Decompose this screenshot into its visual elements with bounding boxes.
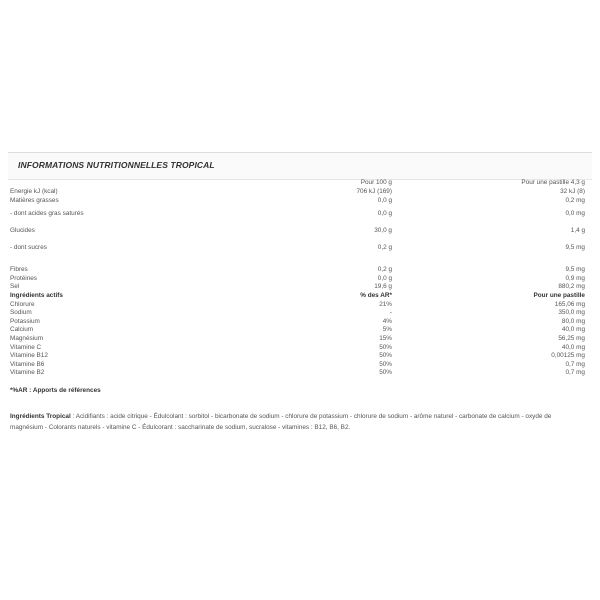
active-name: Calcium — [10, 326, 34, 334]
row-spacer — [8, 256, 592, 266]
actives-header-ar: % des AR* — [360, 291, 392, 299]
nutrient-per-serving: 32 kJ (8) — [560, 188, 585, 195]
page-title: INFORMATIONS NUTRITIONNELLES TROPICAL — [18, 160, 215, 170]
nutrient-name: - dont acides gras saturés — [10, 210, 84, 218]
active-ar: 5% — [382, 326, 392, 334]
nutrient-per100: 19,6 g — [374, 283, 392, 291]
actives-header-name: Ingrédients actifs — [10, 291, 63, 299]
nutrient-per-serving: 0,0 mg — [565, 210, 585, 218]
nutrient-name: Fibres — [10, 266, 28, 274]
actives-header-row — [8, 292, 592, 301]
actives-header-per-serving: Pour une pastille — [533, 291, 585, 299]
table-row — [8, 222, 592, 239]
active-name: Sodium — [10, 309, 32, 317]
nutrient-per-serving: 0,9 mg — [565, 274, 585, 282]
table-row — [8, 352, 592, 361]
active-ar: 50% — [379, 369, 392, 377]
active-per-serving: 0,00125 mg — [551, 352, 585, 360]
nutrient-per-serving: 9,5 mg — [565, 266, 585, 274]
table-row — [8, 239, 592, 256]
nutrient-per100: 706 kJ (169) — [356, 188, 392, 195]
title-bar — [8, 152, 592, 180]
nutrient-per100: 0,0 g — [377, 196, 392, 204]
table-row — [8, 301, 592, 310]
table-row — [8, 369, 592, 378]
active-ar: 50% — [379, 352, 392, 360]
active-ar: 21% — [379, 300, 392, 308]
table-row — [8, 283, 592, 292]
table-row — [8, 266, 592, 275]
nutrient-per100: 0,0 g — [377, 210, 392, 218]
ingredients-label: Ingrédients Tropical — [10, 413, 71, 420]
table-row — [8, 344, 592, 353]
nutrient-name: Sel — [10, 283, 20, 291]
active-per-serving: 40,0 mg — [561, 326, 585, 334]
active-ar: 4% — [382, 317, 392, 325]
nutrient-name: Matières grasses — [10, 196, 59, 204]
active-name: Vitamine B12 — [10, 352, 48, 360]
active-name: Vitamine B2 — [10, 369, 45, 377]
active-name: Potassium — [10, 317, 40, 325]
active-per-serving: 56,25 mg — [558, 334, 585, 342]
active-name: Vitamine C — [10, 343, 42, 351]
nutrient-per100: 0,2 g — [377, 266, 392, 274]
table-row — [8, 188, 592, 197]
active-name: Vitamine B6 — [10, 360, 45, 368]
table-row — [8, 318, 592, 327]
nutrition-table — [8, 179, 592, 378]
nutrient-name: Energie kJ (kcal) — [10, 188, 58, 195]
nutrient-per-serving: 1,4 g — [570, 227, 585, 235]
table-row — [8, 335, 592, 344]
nutrient-name: Protéines — [10, 274, 37, 282]
table-row — [8, 275, 592, 284]
header-per-serving: Pour une pastille 4,3 g — [521, 179, 585, 186]
nutrient-per100: 0,2 g — [377, 244, 392, 252]
nutrient-per-serving: 9,5 mg — [565, 244, 585, 252]
table-row — [8, 309, 592, 318]
nutrient-per100: 0,0 g — [377, 274, 392, 282]
active-name: Chlorure — [10, 300, 35, 308]
nutrient-name: - dont sucres — [10, 244, 47, 252]
footnote: *%AR : Apports de références — [10, 387, 101, 394]
active-ar: 50% — [379, 343, 392, 351]
active-per-serving: 0,7 mg — [565, 369, 585, 377]
nutrient-per100: 30,0 g — [374, 227, 392, 235]
nutrient-name: Glucides — [10, 227, 35, 235]
table-row — [8, 205, 592, 222]
table-row — [8, 197, 592, 206]
ingredients-text: : Acidifiants : acide citrique - Édulcolant : sorbitol - bicarbonate de sodium - chlorure de potassium - chlorure de sodium - arôme naturel - carbonate de calcium - oxyde de magnésium - Colorants naturels - vitamine C - Édulcorant : saccharinate de sodium, sucralose - vitamines : B12, B6, B2. — [10, 413, 552, 431]
active-per-serving: 80,0 mg — [561, 317, 585, 325]
active-per-serving: 0,7 mg — [565, 360, 585, 368]
table-row — [8, 326, 592, 335]
nutrient-per-serving: 880,2 mg — [558, 283, 585, 291]
active-per-serving: 165,06 mg — [554, 300, 585, 308]
header-per-100g: Pour 100 g — [360, 179, 392, 186]
column-header-row — [8, 179, 592, 188]
active-per-serving: 350,0 mg — [558, 309, 585, 317]
active-ar: 50% — [379, 360, 392, 368]
active-name: Magnésium — [10, 334, 44, 342]
nutrient-per-serving: 0,2 mg — [565, 196, 585, 204]
ingredients-paragraph — [10, 412, 585, 433]
active-ar: 15% — [379, 334, 392, 342]
table-row — [8, 361, 592, 370]
active-per-serving: 40,0 mg — [561, 343, 585, 351]
active-ar: - — [389, 309, 392, 317]
